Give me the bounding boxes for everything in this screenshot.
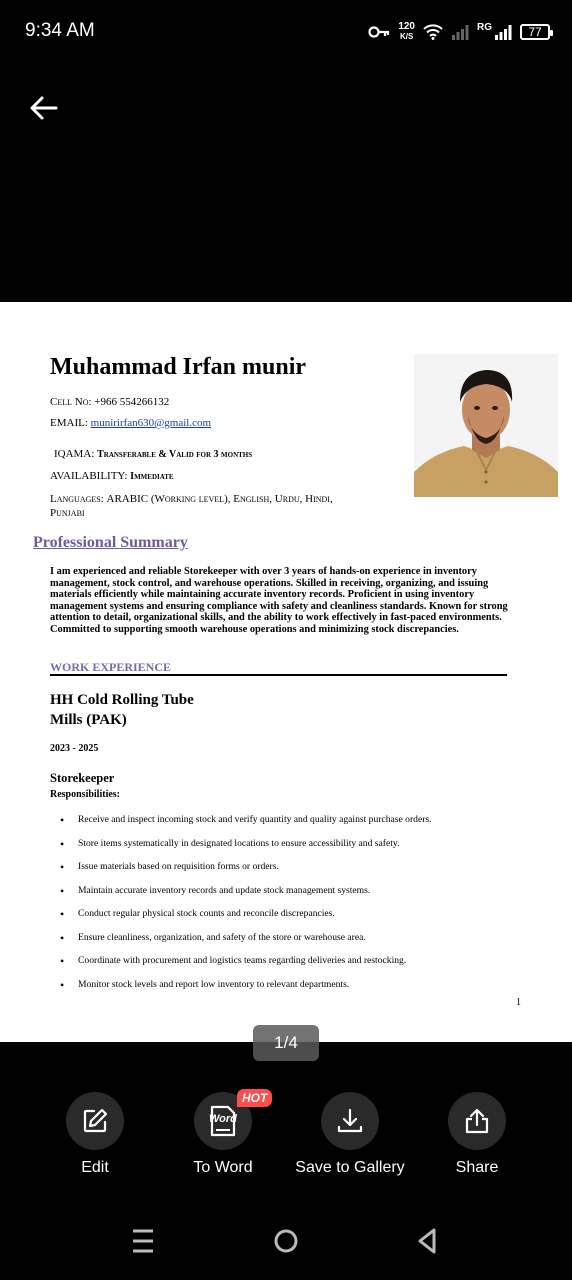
list-item: • Issue materials based on requisition forms or orders.	[60, 861, 432, 885]
share-icon-circle[interactable]	[448, 1092, 506, 1150]
responsibilities-list	[60, 814, 432, 1002]
wifi-icon	[423, 24, 443, 40]
to-word-label: To Word	[193, 1159, 253, 1176]
hot-badge: HOT	[237, 1089, 272, 1107]
edit-button[interactable]	[35, 1092, 155, 1177]
arrow-left-icon[interactable]	[28, 92, 60, 124]
download-icon	[336, 1107, 364, 1135]
cell-line	[50, 396, 169, 408]
back-triangle-icon[interactable]	[412, 1224, 444, 1258]
status-bar	[0, 0, 572, 64]
candidate-name: Muhammad Irfan munir	[50, 354, 307, 380]
languages-value: ARABIC (Working level), English, Urdu, Hindi,	[106, 493, 333, 505]
carrier-label: RG	[477, 21, 492, 33]
edit-icon-circle[interactable]	[66, 1092, 124, 1150]
availability-label: AVAILABILITY:	[50, 470, 128, 482]
page-number: 1	[516, 997, 521, 1008]
employment-period: 2023 - 2025	[50, 743, 99, 754]
list-item: • Receive and inspect incoming stock and verify quantity and quality against purchase orders.	[60, 814, 432, 838]
availability-value: Immediate	[130, 471, 174, 482]
save-to-gallery-label: Save to Gallery	[295, 1159, 405, 1176]
share-label: Share	[455, 1159, 499, 1176]
save-to-gallery-button[interactable]	[290, 1092, 410, 1177]
edit-icon	[81, 1107, 109, 1135]
share-button[interactable]	[417, 1092, 537, 1177]
company-line-1: HH Cold Rolling Tube	[50, 692, 194, 708]
clock: 9:34 AM	[25, 20, 95, 41]
responsibilities-label: Responsibilities:	[50, 789, 121, 800]
signal-icon	[451, 24, 469, 40]
job-title: Storekeeper	[50, 771, 115, 785]
work-experience-heading: WORK EXPERIENCE	[50, 660, 172, 674]
company-name	[50, 690, 194, 730]
summary-heading: Professional Summary	[33, 534, 188, 551]
email-label: EMAIL:	[50, 417, 88, 429]
iqama-line	[54, 448, 252, 460]
edit-label: Edit	[81, 1159, 109, 1176]
status-icons	[368, 18, 550, 46]
list-item: • Ensure cleanliness, organization, and safety of the store or warehouse area.	[60, 932, 432, 956]
network-speed-unit: K/S	[399, 32, 414, 41]
document-page[interactable]	[0, 302, 572, 1042]
iqama-value: Transferable & Valid for 3 months	[97, 449, 253, 460]
languages-line	[50, 492, 333, 520]
list-item: • Store items systematically in designated locations to ensure accessibility and safety.	[60, 838, 432, 862]
summary-text: I am experienced and reliable Storekeeper with over 3 years of hands-on experience in inventory management, stock control, and warehouse operations. Skilled in receiving, organizing, and issuing materials efficiently while maintaining accurate inventory records. Proficient in using inventory management systems and ensuring compliance with safety and cleanliness standards. Known for strong attention to detail, organizational skills, and the ability to work effectively in fast-paced environments. Committed to supporting smooth warehouse operations and minimizing stock discrepancies.	[50, 566, 508, 635]
signal-icon	[494, 24, 512, 40]
download-icon-circle[interactable]	[321, 1092, 379, 1150]
recents-icon[interactable]	[127, 1224, 159, 1258]
battery-level: 77	[528, 25, 542, 39]
iqama-label: IQAMA:	[54, 448, 95, 460]
availability-line	[50, 470, 174, 482]
divider	[50, 674, 507, 676]
cell-value: +966 554266132	[94, 396, 170, 408]
list-item: • Coordinate with procurement and logistics teams regarding deliveries and restocking.	[60, 955, 432, 979]
company-line-2: Mills (PAK)	[50, 712, 127, 728]
person-photo-image	[414, 354, 558, 497]
network-speed-value: 120	[398, 21, 415, 32]
list-item: • Monitor stock levels and report low inventory to relevant departments.	[60, 979, 432, 1003]
email-link[interactable]: munirirfan630@gmail.com	[90, 417, 212, 429]
email-line	[50, 417, 211, 429]
key-icon	[368, 25, 390, 39]
network-speed	[398, 22, 415, 42]
word-icon-text: Word	[209, 1113, 237, 1125]
languages-value-2: Punjabi	[50, 507, 85, 519]
profile-photo	[414, 354, 558, 497]
languages-label: Languages:	[50, 493, 104, 505]
list-item: • Conduct regular physical stock counts and reconcile discrepancies.	[60, 908, 432, 932]
page-indicator: 1/4	[253, 1025, 319, 1061]
cell-label: Cell No:	[50, 396, 92, 408]
battery-icon	[520, 24, 550, 40]
list-item: • Maintain accurate inventory records and update stock management systems.	[60, 885, 432, 909]
home-icon[interactable]	[270, 1224, 302, 1258]
to-word-button[interactable]	[163, 1092, 283, 1177]
share-icon	[463, 1107, 491, 1135]
